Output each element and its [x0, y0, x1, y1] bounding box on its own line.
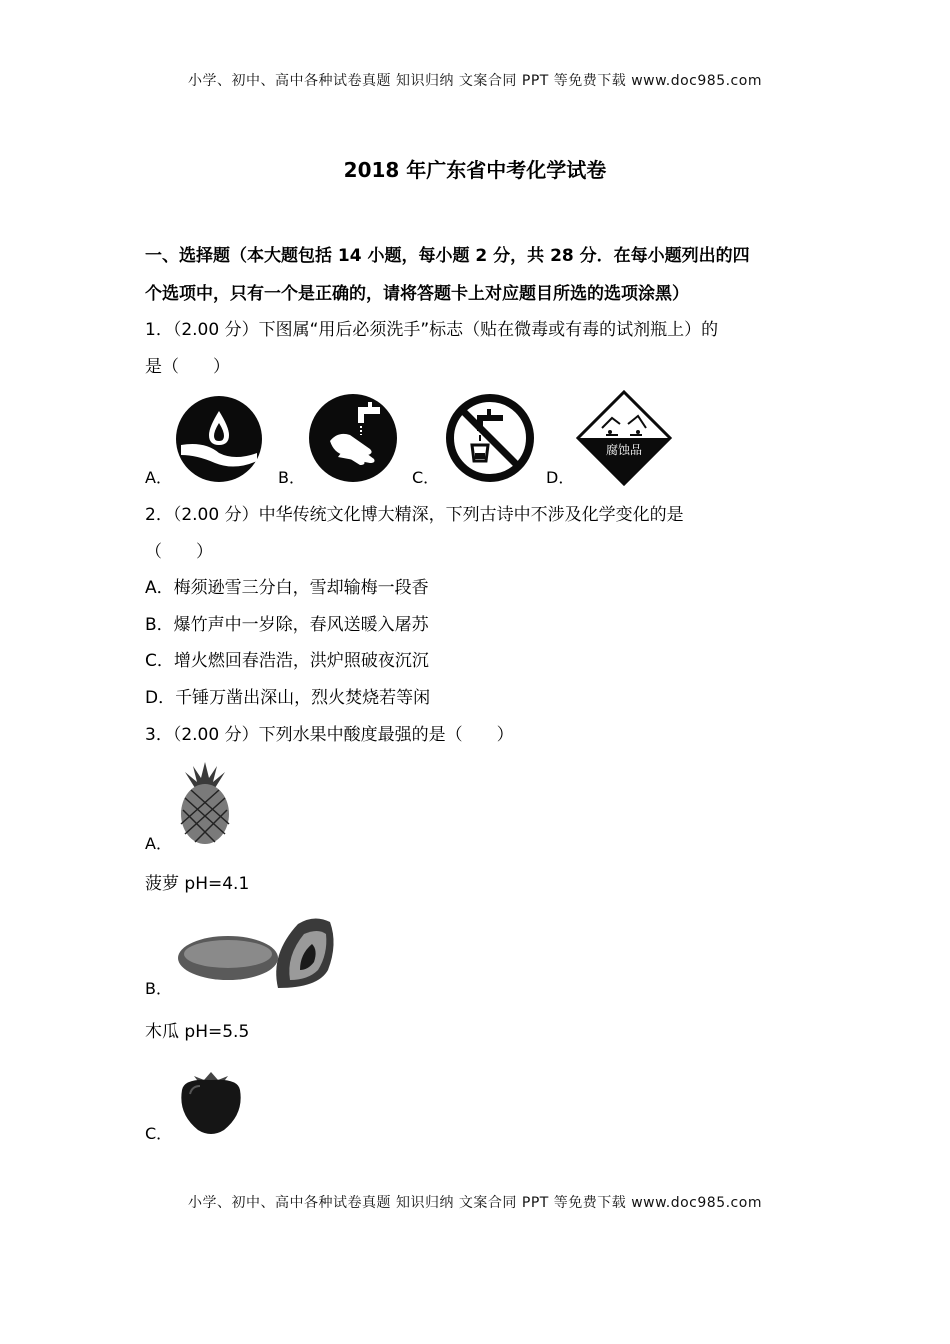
- q1-option-c-label: C．: [412, 468, 440, 487]
- section-heading-line1: 一、选择题（本大题包括 14 小题，每小题 2 分，共 28 分．在每小题列出的四: [145, 246, 750, 266]
- fruit-c-image: [176, 1068, 246, 1136]
- q3-option-a-label: A．: [145, 834, 172, 853]
- corrosive-sign-text: 腐蚀品: [605, 443, 643, 457]
- section-heading-line2: 个选项中，只有一个是正确的，请将答题卡上对应题目所选的选项涂黑）: [145, 284, 689, 304]
- page-title: 2018 年广东省中考化学试卷: [343, 158, 607, 182]
- q2-option-d: D．千锤万凿出深山，烈火焚烧若等闲: [145, 688, 431, 708]
- q2-option-b: B．爆竹声中一岁除，春风送暖入屠苏: [145, 615, 429, 635]
- q1-stem-line2: 是（ ）: [145, 357, 230, 377]
- pineapple-image: [175, 762, 235, 846]
- page-footer: 小学、初中、高中各种试卷真题 知识归纳 文案合同 PPT 等免费下载 www.doc985.com: [188, 1195, 762, 1211]
- papaya-image: [178, 914, 338, 992]
- corrosive-sign-icon: [576, 390, 672, 486]
- wash-hands-sign-icon: [308, 393, 398, 483]
- q1-stem-line1: 1．（2.00 分）下图属“用后必须洗手”标志（贴在微毒或有毒的试剂瓶上）的: [145, 320, 719, 340]
- q2-stem-line1: 2．（2.00 分）中华传统文化博大精深，下列古诗中不涉及化学变化的是: [145, 505, 684, 525]
- q3-option-c-label: C．: [145, 1124, 173, 1143]
- q1-option-d-label: D．: [546, 468, 575, 487]
- q3-option-b-caption: 木瓜 pH=5.5: [145, 1022, 250, 1042]
- q2-option-c: C．增火燃回春浩浩，洪炉照破夜沉沉: [145, 651, 429, 671]
- no-drinking-sign-icon: [445, 393, 535, 483]
- q1-option-b-label: B．: [278, 468, 305, 487]
- q3-option-b-label: B．: [145, 979, 172, 998]
- q1-option-a-label: A．: [145, 468, 172, 487]
- q3-option-a-caption: 菠萝 pH=4.1: [145, 874, 250, 894]
- page-header: 小学、初中、高中各种试卷真题 知识归纳 文案合同 PPT 等免费下载 www.doc985.com: [188, 73, 762, 89]
- water-drop-sign-icon: [175, 395, 263, 483]
- q2-stem-line2: （ ）: [145, 542, 213, 562]
- q3-stem: 3．（2.00 分）下列水果中酸度最强的是（ ）: [145, 725, 514, 745]
- q2-option-a: A．梅须逊雪三分白，雪却输梅一段香: [145, 578, 429, 598]
